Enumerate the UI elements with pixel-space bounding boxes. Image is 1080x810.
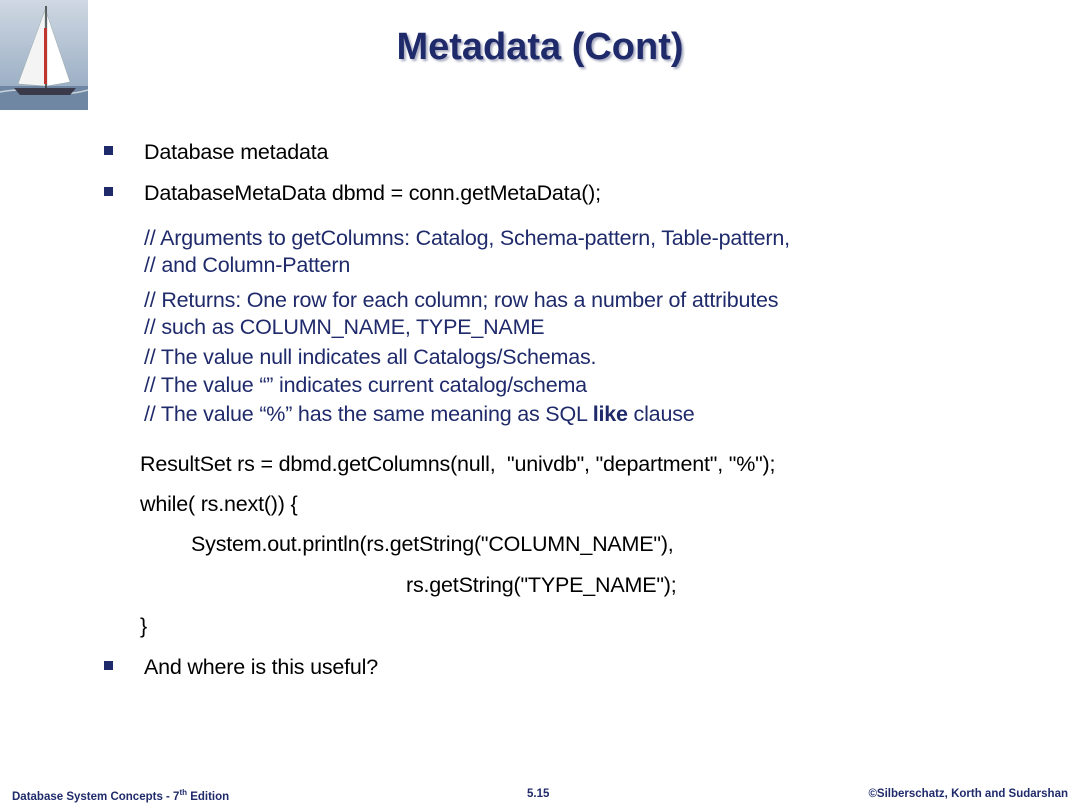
code-line: ResultSet rs = dbmd.getColumns(null, "univdb", "department", "%");: [140, 452, 776, 476]
bullet-marker: [104, 146, 113, 155]
bullet-question: And where is this useful?: [144, 655, 379, 679]
comment-line: // The value “” indicates current catalog/schema: [144, 373, 587, 397]
comment-line: // The value null indicates all Catalogs/Schemas.: [144, 345, 597, 369]
bullet-dbmd-declaration: DatabaseMetaData dbmd = conn.getMetaData();: [144, 181, 601, 205]
footer-edition-suffix: Edition: [187, 790, 230, 803]
bullet-marker: [104, 661, 113, 670]
bullet-marker: [104, 187, 113, 196]
comment-line-like: [144, 402, 695, 427]
page-title: Metadata (Cont): [396, 26, 684, 68]
footer-edition-sup: th: [179, 788, 188, 797]
bullet-database-metadata: Database metadata: [144, 140, 329, 164]
code-line: while( rs.next()) {: [140, 492, 298, 516]
code-line: System.out.println(rs.getString("COLUMN_NAME"),: [191, 532, 674, 556]
code-line: }: [140, 614, 147, 638]
code-line: rs.getString("TYPE_NAME");: [406, 573, 677, 597]
comment-text: // The value “%” has the same meaning as SQL: [144, 402, 593, 426]
comment-line: // and Column-Pattern: [144, 253, 351, 277]
like-keyword: like: [592, 402, 628, 426]
footer-copyright: ©Silberschatz, Korth and Sudarshan: [868, 788, 1068, 800]
footer-book-title: Database System Concepts - 7: [12, 790, 180, 803]
comment-line: // Returns: One row for each column; row has a number of attributes: [144, 288, 779, 312]
footer-book: [12, 788, 229, 803]
footer-page-number: 5.15: [527, 788, 550, 800]
comment-text: clause: [627, 402, 695, 426]
comment-line: // Arguments to getColumns: Catalog, Schema-pattern, Table-pattern,: [144, 226, 790, 250]
comment-line: // such as COLUMN_NAME, TYPE_NAME: [144, 315, 545, 339]
